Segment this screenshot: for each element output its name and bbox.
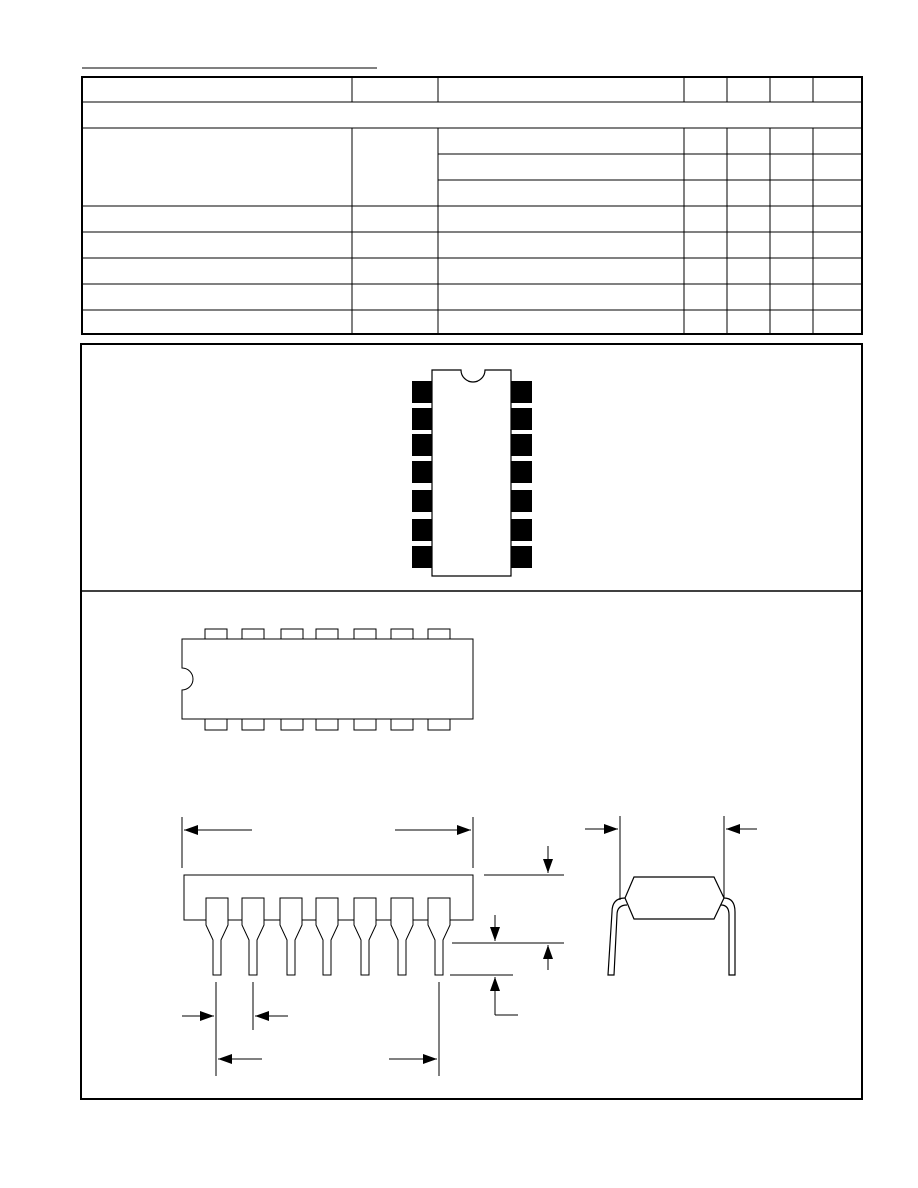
arrow-right-icon — [604, 824, 618, 834]
arrow-right-icon — [423, 1054, 437, 1064]
pin-pad — [412, 461, 432, 483]
pinout-chip — [412, 370, 532, 576]
lead-tab — [242, 719, 264, 730]
arrow-left-icon — [255, 1011, 269, 1021]
arrow-left-icon — [726, 824, 740, 834]
lead-tab — [428, 629, 450, 639]
lead-tab — [205, 719, 227, 730]
lead-tab — [316, 719, 338, 730]
lead-tab — [316, 629, 338, 639]
lead-tab — [428, 719, 450, 730]
pin-pad — [511, 546, 532, 568]
pin-pads-right — [511, 381, 532, 568]
side-lead — [391, 898, 413, 975]
pin-pad — [412, 434, 432, 456]
side-lead — [354, 898, 376, 975]
lead-tab — [354, 629, 376, 639]
top-view-body — [182, 639, 473, 719]
lead-tab — [242, 629, 264, 639]
chip-body-outline — [432, 370, 511, 576]
end-view-lead-right — [721, 898, 735, 975]
package-top-view — [182, 629, 473, 730]
dimension-arrowheads — [184, 824, 740, 1064]
lead-tab — [354, 719, 376, 730]
arrow-right-icon — [200, 1011, 214, 1021]
lead-tab — [205, 629, 227, 639]
side-lead — [316, 898, 338, 975]
arrow-down-icon — [490, 927, 500, 941]
pin-pad — [511, 519, 532, 541]
pin-pad — [511, 434, 532, 456]
package-side-view — [184, 875, 473, 975]
side-lead — [206, 898, 228, 975]
pin-pad — [412, 408, 432, 430]
top-view-pins-lower — [205, 719, 450, 730]
side-lead — [280, 898, 302, 975]
end-view-body — [625, 877, 724, 919]
pin-pad — [511, 461, 532, 483]
package-end-view — [608, 877, 735, 975]
lead-tab — [281, 719, 303, 730]
arrow-up-icon — [543, 945, 553, 959]
pin-pad — [511, 408, 532, 430]
pin-pad — [511, 381, 532, 403]
arrow-left-icon — [184, 825, 198, 835]
lead-tab — [281, 629, 303, 639]
top-view-pins-upper — [205, 629, 450, 639]
side-lead — [428, 898, 450, 975]
lead-tab — [391, 629, 413, 639]
arrow-up-icon — [490, 977, 500, 991]
pin-pad — [412, 490, 432, 512]
pin-pad — [412, 519, 432, 541]
end-view-lead-left — [608, 898, 627, 975]
dimension-annotations — [182, 816, 757, 1076]
side-lead — [242, 898, 264, 975]
arrow-right-icon — [457, 825, 471, 835]
spec-table — [82, 77, 862, 334]
lead-tab — [391, 719, 413, 730]
arrow-left-icon — [218, 1054, 232, 1064]
pin-pad — [412, 381, 432, 403]
pin-pad — [412, 546, 432, 568]
arrow-down-icon — [543, 859, 553, 873]
pin-pad — [511, 490, 532, 512]
pin-pads-left — [412, 381, 432, 568]
